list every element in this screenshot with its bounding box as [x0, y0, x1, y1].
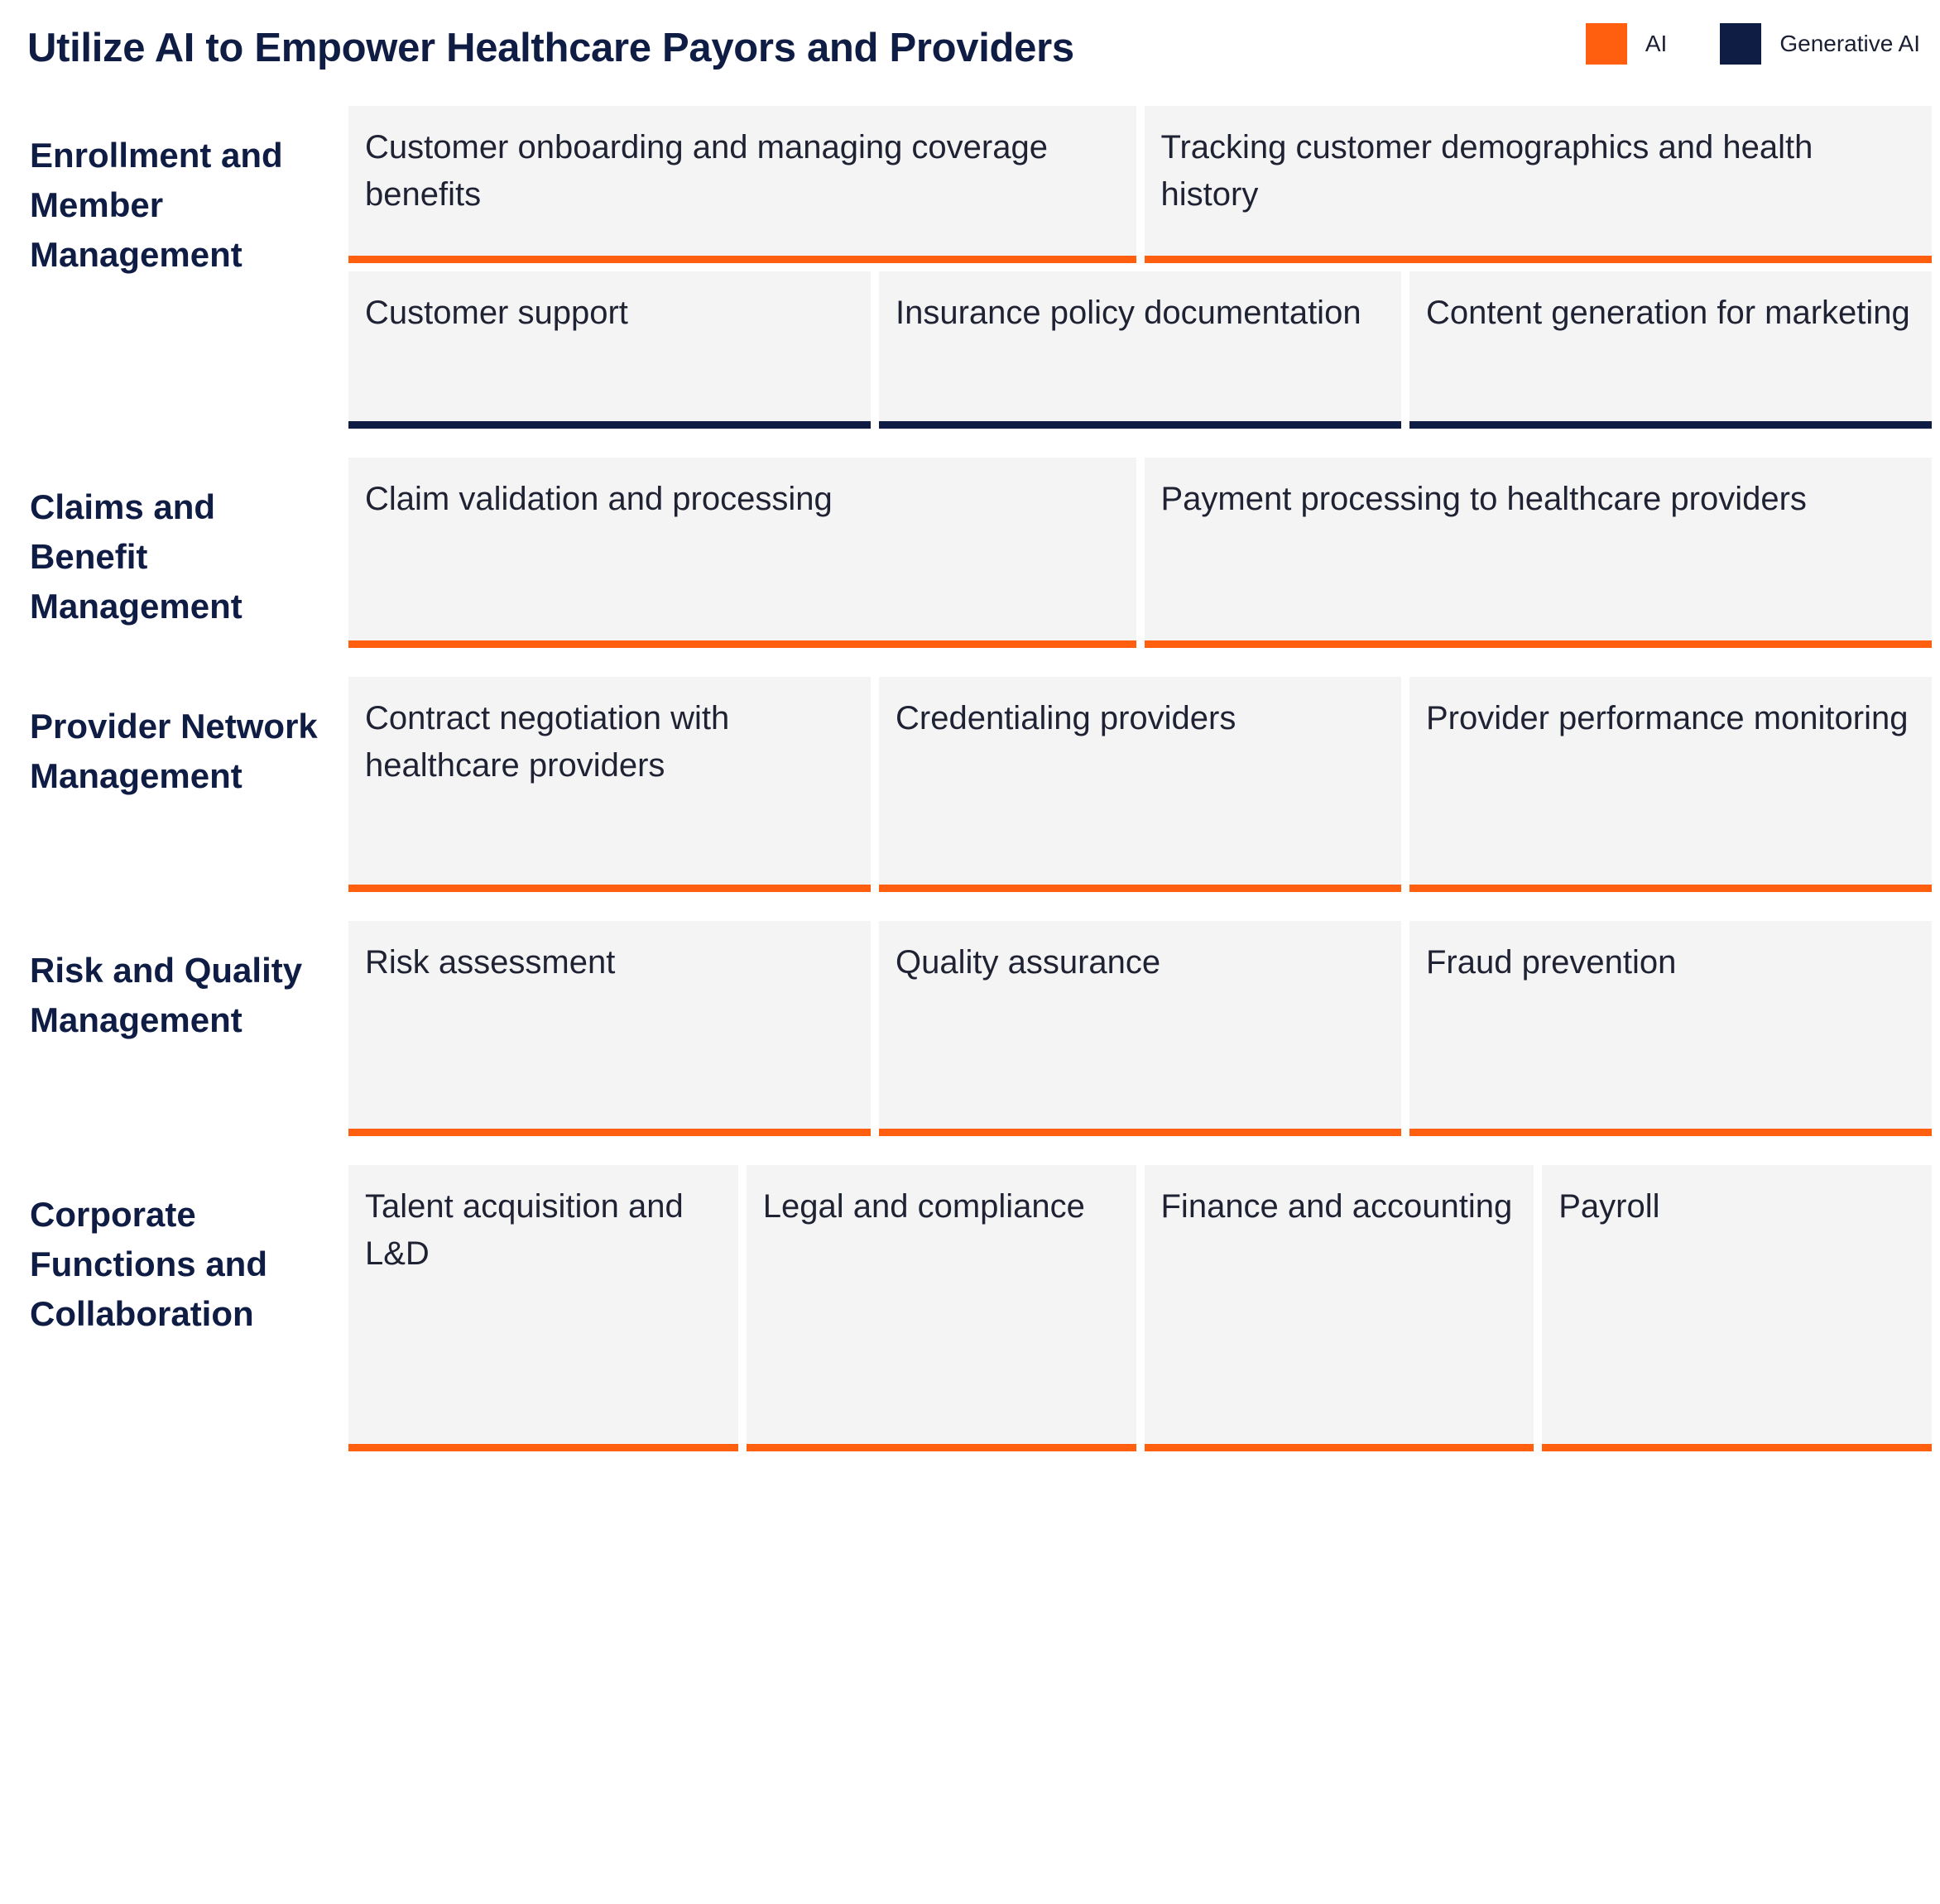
category-bar [879, 421, 1401, 429]
use-case-label: Finance and accounting [1160, 1188, 1513, 1225]
use-case-label: Payroll [1558, 1188, 1660, 1225]
use-case-label: Claim validation and processing [365, 481, 833, 517]
section-claims-benefit-management [0, 458, 1940, 648]
category-bar [348, 421, 871, 429]
use-case-label: Risk assessment [365, 944, 616, 981]
legend-swatch-ai [1586, 23, 1627, 65]
use-case-label: Contract negotiation with healthcare providers [365, 700, 730, 784]
section-label: Corporate Functions and Collaboration [30, 1195, 267, 1333]
use-case-card [1409, 921, 1932, 1136]
legend-swatch-generative-ai [1720, 23, 1761, 65]
legend-label-ai: AI [1645, 31, 1668, 56]
use-case-label: Insurance policy documentation [896, 295, 1361, 331]
use-case-card [1409, 677, 1932, 892]
section-label: Enrollment and Member Management [30, 136, 283, 274]
page-title: Utilize AI to Empower Healthcare Payors and Providers [27, 26, 1074, 70]
legend [1533, 23, 1920, 65]
category-bar [879, 885, 1401, 892]
use-case-label: Credentialing providers [896, 700, 1237, 736]
use-case-card [1542, 1165, 1932, 1451]
category-bar [348, 885, 871, 892]
use-case-label: Customer onboarding and managing coverage benefits [365, 129, 1048, 213]
section-risk-quality-management [0, 921, 1940, 1136]
use-case-card [1409, 271, 1932, 429]
category-bar [348, 1129, 871, 1136]
card-row [348, 271, 1932, 429]
use-case-card [348, 921, 871, 1136]
use-case-card [348, 271, 871, 429]
category-bar [1542, 1444, 1932, 1451]
use-case-label: Customer support [365, 295, 628, 331]
category-bar [1409, 1129, 1932, 1136]
section-label: Claims and Benefit Management [30, 487, 242, 626]
use-case-card [879, 921, 1401, 1136]
use-case-label: Payment processing to healthcare providers [1160, 481, 1807, 517]
card-row [348, 106, 1932, 263]
section-label: Provider Network Management [30, 707, 318, 795]
use-case-label: Provider performance monitoring [1426, 700, 1909, 736]
category-bar [1145, 640, 1933, 648]
use-case-card [1145, 1165, 1534, 1451]
category-bar [348, 256, 1136, 263]
category-bar [1145, 256, 1933, 263]
category-bar [348, 1444, 738, 1451]
use-case-label: Fraud prevention [1426, 944, 1677, 981]
use-case-card [879, 677, 1401, 892]
category-bar [1409, 421, 1932, 429]
use-case-card [879, 271, 1401, 429]
use-case-card [348, 106, 1136, 263]
category-bar [1145, 1444, 1534, 1451]
section-label: Risk and Quality Management [30, 951, 303, 1039]
use-case-card [1145, 458, 1933, 648]
use-case-card [747, 1165, 1136, 1451]
use-case-label: Legal and compliance [762, 1188, 1085, 1225]
card-row [348, 458, 1932, 648]
use-case-card [348, 1165, 738, 1451]
card-row [348, 677, 1932, 892]
use-case-label: Talent acquisition and L&D [365, 1188, 684, 1272]
legend-label-generative-ai: Generative AI [1779, 31, 1920, 56]
section-enrollment-member-management [0, 106, 1940, 437]
use-case-card [348, 458, 1136, 648]
use-case-label: Content generation for marketing [1426, 295, 1910, 331]
section-corporate-functions-collaboration [0, 1165, 1940, 1451]
legend-item-ai [1586, 23, 1667, 65]
card-row [348, 921, 1932, 1136]
use-case-card [1145, 106, 1933, 263]
use-case-label: Tracking customer demographics and health history [1160, 129, 1813, 213]
category-bar [348, 640, 1136, 648]
category-bar [1409, 885, 1932, 892]
legend-item-generative-ai [1720, 23, 1920, 65]
category-bar [747, 1444, 1136, 1451]
section-provider-network-management [0, 677, 1940, 892]
use-case-label: Quality assurance [896, 944, 1161, 981]
card-row [348, 1165, 1932, 1451]
category-bar [879, 1129, 1401, 1136]
use-case-card [348, 677, 871, 892]
